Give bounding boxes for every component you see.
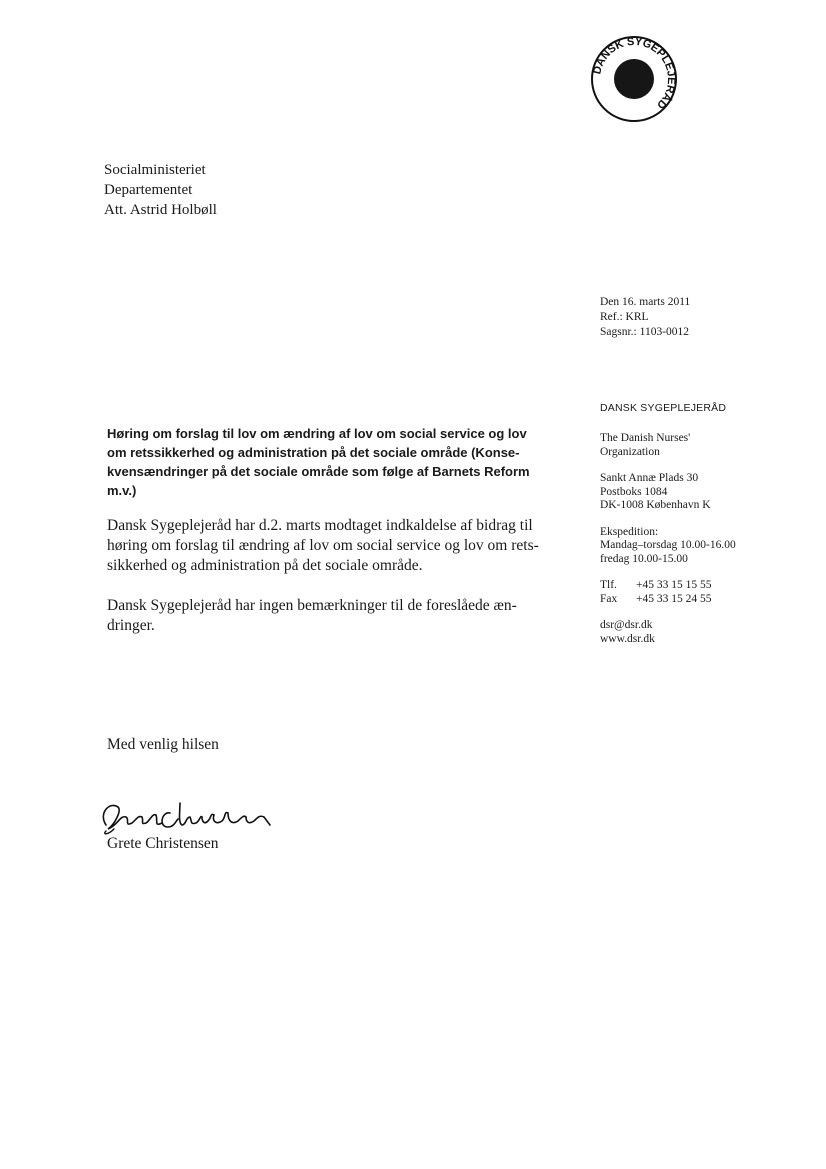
online-contact [600, 619, 800, 646]
handwritten-signature [96, 795, 276, 837]
case-number: Sagsnr.: 1103-0012 [600, 326, 690, 338]
recipient-line: Att. Astrid Holbøll [104, 202, 217, 218]
email-link[interactable]: dsr@dsr.dk [600, 619, 653, 631]
recipient-line: Departementet [104, 182, 193, 198]
organization-address: Sankt Annæ Plads 30 Postboks 1084 DK-1008 København K [600, 472, 711, 511]
signer-name: Grete Christensen [107, 835, 219, 852]
contact-numbers [600, 579, 800, 606]
letter-body [107, 516, 567, 656]
opening-hours: Ekspedition: Mandag–torsdag 10.00-16.00 fredag 10.00-15.00 [600, 525, 736, 565]
letter-date: Den 16. marts 2011 [600, 296, 691, 308]
letter-meta [600, 295, 690, 340]
seal-text: DANSK SYGEPLEJERÅD [591, 35, 678, 112]
dsr-seal-logo [590, 35, 678, 123]
phone-number: Tlf. +45 33 15 15 55 [600, 579, 712, 591]
recipient-address [104, 160, 217, 220]
closing-greeting: Med venlig hilsen [107, 736, 219, 753]
recipient-line: Socialministeriet [104, 162, 206, 178]
website-link[interactable]: www.dsr.dk [600, 632, 655, 645]
fax-number: Fax +45 33 15 24 55 [600, 592, 712, 605]
letter-subject: Høring om forslag til lov om ændring af lov om social service og lov om retssikkerhed og administration på det sociale område (Konse- kvensændringer på det sociale område som følge af Barnets Reform m.v.) [107, 426, 530, 498]
organization-heading: DANSK SYGEPLEJERÅD [600, 402, 727, 414]
body-paragraph: Dansk Sygeplejeråd har d.2. marts modtaget indkaldelse af bidrag til høring om forslag til ændring af lov om social service og lov om rets- sikkerhed og administration på det sociale område. [107, 517, 539, 574]
letter-reference: Ref.: KRL [600, 311, 649, 323]
organization-name: The Danish Nurses' Organization [600, 432, 691, 458]
organization-sidebar [600, 432, 800, 659]
body-paragraph: Dansk Sygeplejeråd har ingen bemærkninger til de foreslåede æn- dringer. [107, 597, 517, 634]
